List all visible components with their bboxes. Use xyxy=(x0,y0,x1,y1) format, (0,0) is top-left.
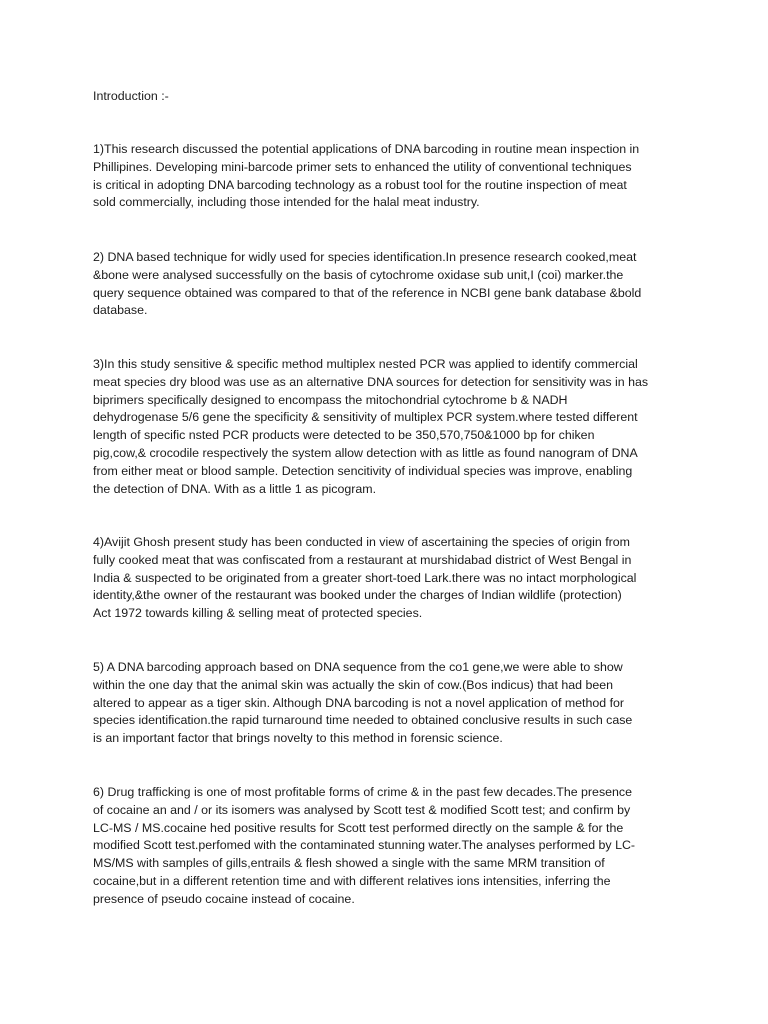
paragraph-4: 4)Avijit Ghosh present study has been conducted in view of ascertaining the species of origin from fully cooked meat that was confiscated from a restaurant at murshidabad district of West Bengal in India & suspected to be originated from a greater short-toed Lark.there was no intact morphological identity,&the owner of the restaurant was booked under the charges of Indian wildlife (protection) Act 1972 towards killing & selling meat of protected species. xyxy=(93,535,637,621)
paragraph-2: 2) DNA based technique for widly used for species identification.In presence research cooked,meat &bone were analysed successfully on the basis of cytochrome oxidase sub unit,I (coi) marker.the query sequence obtained was compared to that of the reference in NCBI gene bank database &bold database. xyxy=(93,250,642,318)
paragraph-1: 1)This research discussed the potential applications of DNA barcoding in routine mean inspection in Phillipines. Developing mini-barcode primer sets to enhanced the utility of conventional techniques is critical in adopting DNA barcoding technology as a robust tool for the routine inspection of meat sold commercially, including those intended for the halal meat industry. xyxy=(93,142,640,210)
page-heading: Introduction :- xyxy=(93,89,169,103)
paragraph-6: 6) Drug trafficking is one of most profitable forms of crime & in the past few decades.The presence of cocaine an and / or its isomers was analysed by Scott test & modified Scott test; and confirm by LC-MS / MS.cocaine hed positive results for Scott test performed directly on the sample & for the modified Scott test.perfomed with the contaminated stunning water.The analyses performed by LC- MS/MS with samples of gills,entrails & flesh showed a single with the same MRM transition of cocaine,but in a different retention time and with different relatives ions intensities, inferring the presence of pseudo cocaine instead of cocaine. xyxy=(93,785,636,906)
paragraph-3: 3)In this study sensitive & specific method multiplex nested PCR was applied to identify commercial meat species dry blood was use as an alternative DNA sources for detection for sensitivity was in has biprimers specifically designed to encompass the mitochondrial cytochrome b & NADH dehydrogenase 5/6 gene the specificity & sensitivity of multiplex PCR system.where tested different length of specific nsted PCR products were detected to be 350,570,750&1000 bp for chiken pig,cow,& crocodile respectively the system allow detection with as little as found nanogram of DNA from either meat or blood sample. Detection sencitivity of individual species was improve, enabling the detection of DNA. With as a little 1 as picogram. xyxy=(93,357,649,496)
paragraph-5: 5) A DNA barcoding approach based on DNA sequence from the co1 gene,we were able to show within the one day that the animal skin was actually the skin of cow.(Bos indicus) that had been altered to appear as a tiger skin. Although DNA barcoding is not a novel application of method for species identification.the rapid turnaround time needed to obtained conclusive results in such case is an important factor that brings novelty to this method in forensic science. xyxy=(93,660,633,746)
